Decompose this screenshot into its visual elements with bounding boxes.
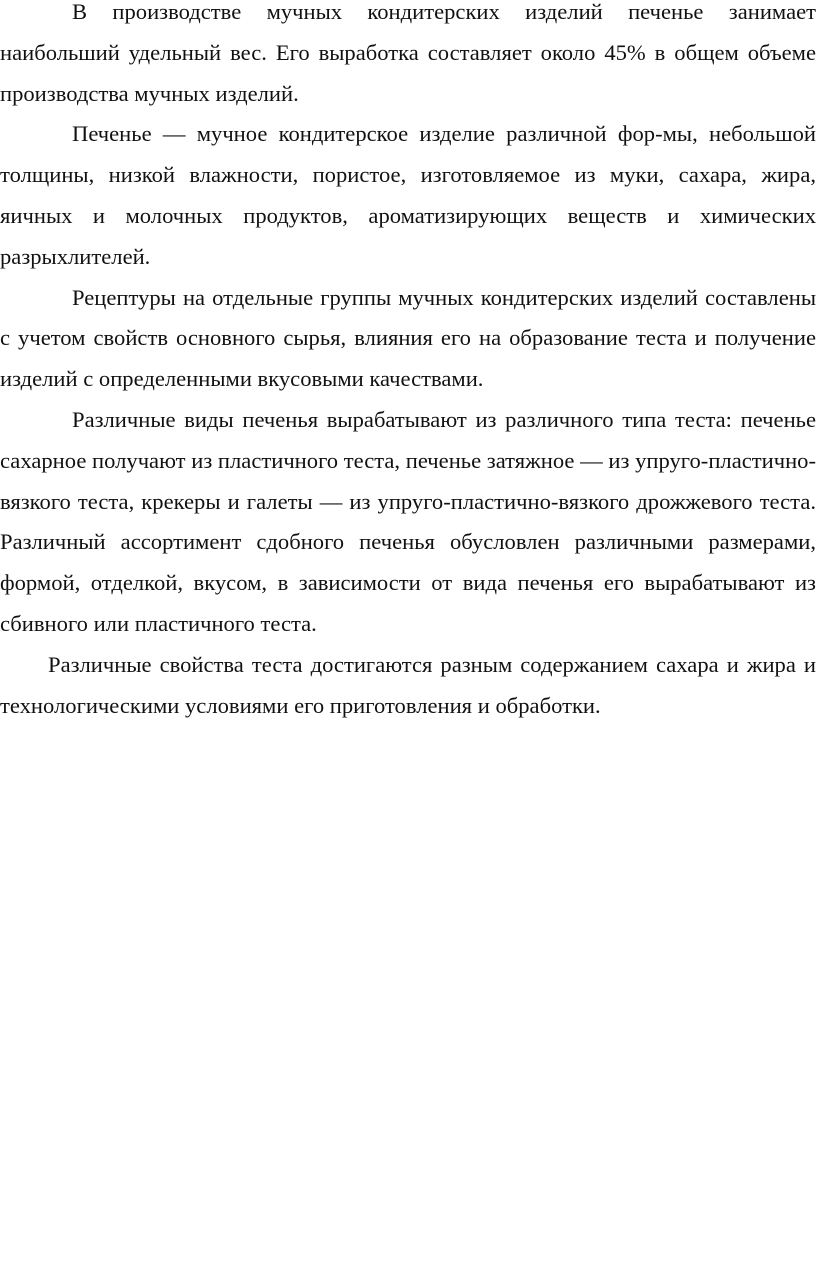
paragraph-definition: Печенье — мучное кондитерское изделие различной фор-мы, небольшой толщины, низкой влажности, пористое, изготовляемое из муки, сахара, жира, яичных и молочных продуктов, ароматизирующих веществ и химических разрыхлителей.: [0, 121, 816, 269]
paragraph-production-share: В производстве мучных кондитерских изделий печенье занимает наибольший удельный вес. Его выработка составляет около 45% в общем объеме производства мучных изделий.: [0, 0, 816, 106]
paragraph-dough-properties: Различные свойства теста достигаются разным содержанием сахара и жира и технологическими условиями его приготовления и обработки.: [0, 651, 816, 718]
paragraph-recipes: Рецептуры на отдельные группы мучных кондитерских изделий составлены с учетом свойств основного сырья, влияния его на образование теста и получение изделий с определенными вкусовыми качествами.: [0, 284, 816, 392]
paragraph-dough-types: Различные виды печенья вырабатывают из различного типа теста: печенье сахарное получают из пластичного теста, печенье затяжное — из упруго-пластично-вязкого теста, крекеры и галеты — из упруго-пластично-вязкого дрожжевого теста. Различный ассортимент сдобного печенья обусловлен различными размерами, формой, отделкой, вкусом, в зависимости от вида печенья его вырабатывают из сбивного или пластичного теста.: [0, 406, 816, 636]
